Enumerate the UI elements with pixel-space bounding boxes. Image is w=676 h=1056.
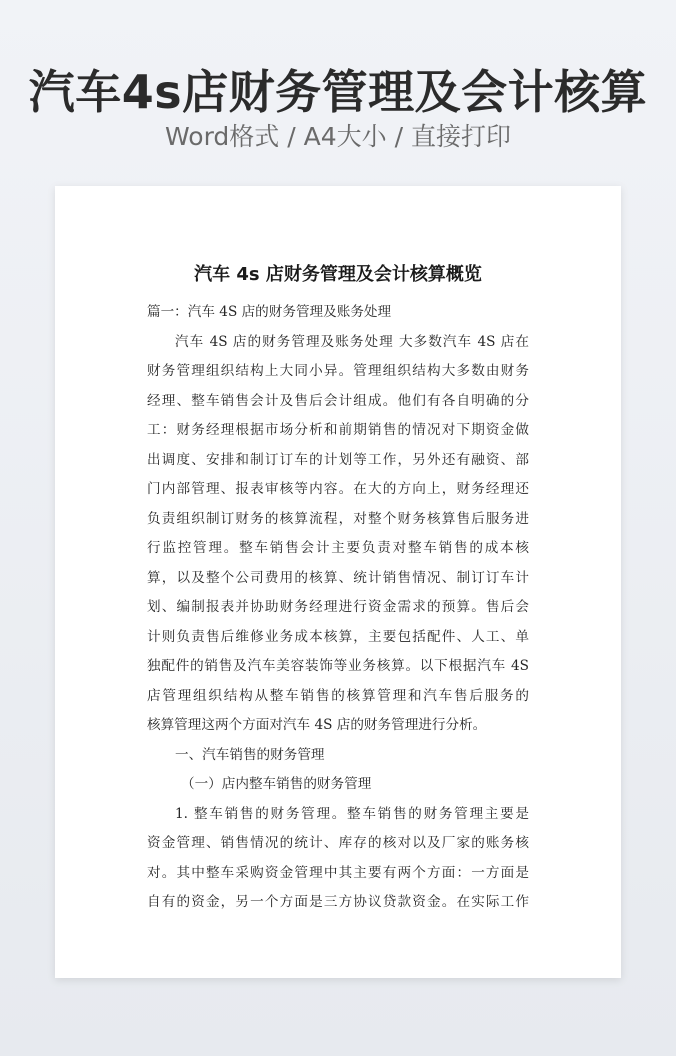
paragraph-line: 行监控管理。整车销售会计主要负责对整车销售的成本核 xyxy=(147,540,529,556)
paragraph-line: 独配件的销售及汽车美容装饰等业务核算。以下根据汽车 4S xyxy=(147,658,529,674)
paragraph-line: 经理、整车销售会计及售后会计组成。他们有各自明确的分 xyxy=(147,392,529,409)
paragraph-line: 负责组织制订财务的核算流程，对整个财务核算售后服务进 xyxy=(147,510,529,527)
section-heading: 篇一：汽车 4S 店的财务管理及账务处理 xyxy=(147,304,392,320)
paragraph-line: 计则负责售后维修业务成本核算，主要包括配件、人工、单 xyxy=(147,628,529,645)
paragraph-line: 店管理组织结构从整车销售的核算管理和汽车售后服务的 xyxy=(147,687,529,704)
paragraph-line: 算，以及整个公司费用的核算、统计销售情况、制订订车计 xyxy=(147,569,529,586)
paragraph-line: 对。其中整车采购资金管理中其主要有两个方面：一方面是 xyxy=(147,864,529,881)
paragraph-line: 财务管理组织结构上大同小异。管理组织结构大多数由财务 xyxy=(147,363,529,379)
subsection-heading: （一）店内整车销售的财务管理 xyxy=(181,776,372,792)
document-body xyxy=(147,262,529,918)
banner-title: 汽车4s店财务管理及会计核算 xyxy=(28,65,648,119)
paragraph-line: 1. 整车销售的财务管理。整车销售的财务管理主要是 xyxy=(175,805,529,822)
paragraph-line: 自有的资金，另一个方面是三方协议贷款资金。在实际工作 xyxy=(147,894,529,910)
paragraph-line: 工：财务经理根据市场分析和前期销售的情况对下期资金做 xyxy=(147,422,529,438)
paragraph-line: 出调度、安排和制订订车的计划等工作，另外还有融资、部 xyxy=(147,451,529,468)
paragraph-line: 核算管理这两个方面对汽车 4S 店的财务管理进行分析。 xyxy=(147,717,487,733)
paragraph-line: 汽车 4S 店的财务管理及账务处理 大多数汽车 4S 店在 xyxy=(175,333,529,350)
banner-subtitle: Word格式 / A4大小 / 直接打印 xyxy=(165,122,511,151)
document-title: 汽车 4s 店财务管理及会计核算概览 xyxy=(194,264,482,285)
paragraph-line: 划、编制报表并协助财务经理进行资金需求的预算。售后会 xyxy=(147,599,529,615)
section-heading: 一、汽车销售的财务管理 xyxy=(175,746,325,763)
paragraph-line: 资金管理、销售情况的统计、库存的核对以及厂家的账务核 xyxy=(147,835,529,851)
paragraph-line: 门内部管理、报表审核等内容。在大的方向上，财务经理还 xyxy=(147,481,529,497)
document-page xyxy=(55,186,621,978)
